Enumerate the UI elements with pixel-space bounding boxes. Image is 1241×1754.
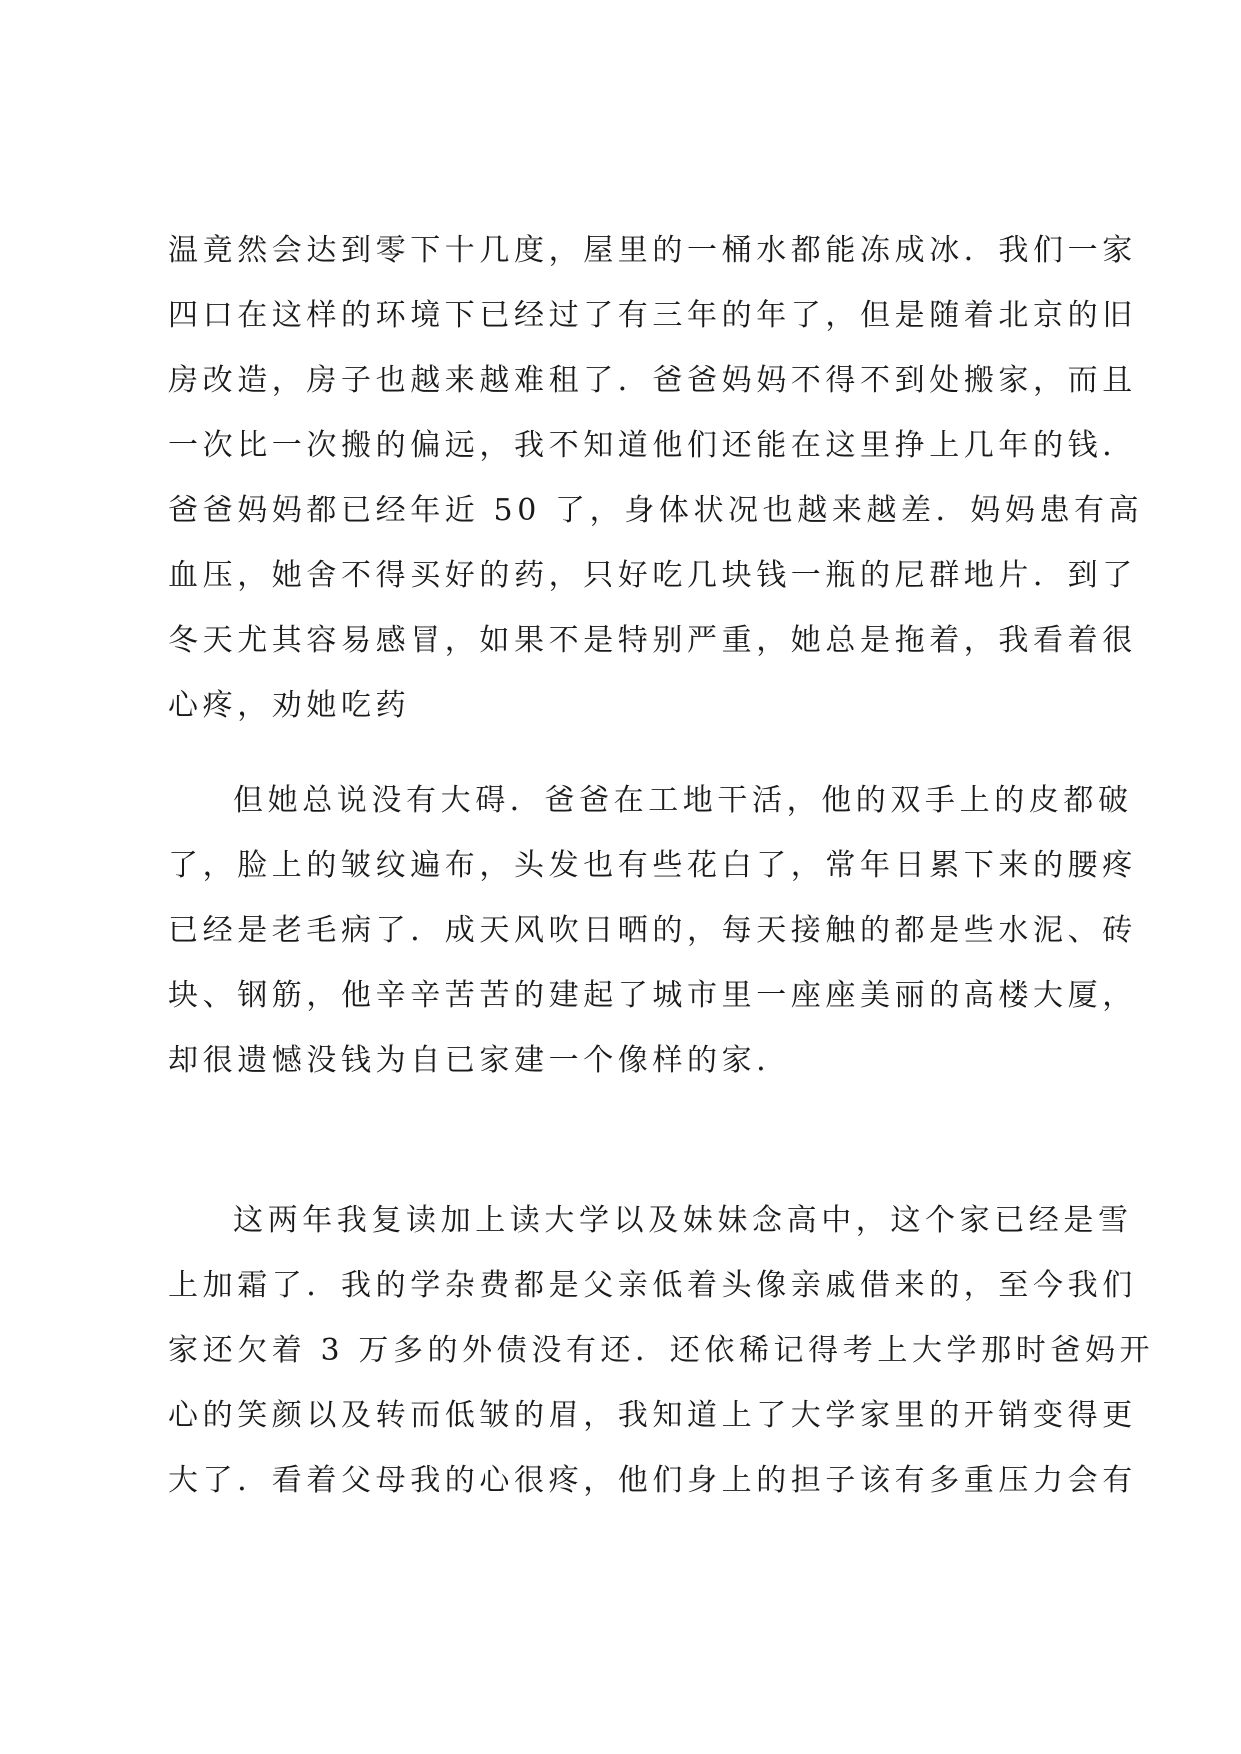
text-line: 冬天尤其容易感冒，如果不是特别严重，她总是拖着，我看着很 — [168, 623, 1137, 658]
text-line: 家还欠着 3 万多的外债没有还．还依稀记得考上大学那时爸妈开 — [168, 1333, 1155, 1368]
text-line-indented: 这两年我复读加上读大学以及妹妹念高中，这个家已经是雪 — [233, 1203, 1133, 1238]
text-line: 已经是老毛病了．成天风吹日晒的，每天接触的都是些水泥、砖 — [168, 913, 1137, 948]
text-line: 血压，她舍不得买好的药，只好吃几块钱一瓶的尼群地片．到了 — [168, 558, 1137, 593]
text-line: 却很遗憾没钱为自已家建一个像样的家． — [168, 1043, 791, 1078]
text-line: 大了．看着父母我的心很疼，他们身上的担子该有多重压力会有 — [168, 1463, 1137, 1498]
text-line: 爸爸妈妈都已经年近 50 了，身体状况也越来越差．妈妈患有高 — [168, 493, 1144, 528]
text-line-indented: 但她总说没有大碍．爸爸在工地干活，他的双手上的皮都破 — [233, 783, 1133, 818]
paragraph-2 — [168, 768, 1137, 1093]
text-line: 上加霜了．我的学杂费都是父亲低着头像亲戚借来的，至今我们 — [168, 1268, 1137, 1303]
text-line: 块、钢筋，他辛辛苦苦的建起了城市里一座座美丽的高楼大厦， — [168, 978, 1137, 1013]
paragraph-3 — [168, 1188, 1155, 1513]
paragraph-1 — [168, 218, 1144, 738]
text-line: 了，脸上的皱纹遍布，头发也有些花白了，常年日累下来的腰疼 — [168, 848, 1137, 883]
text-line: 温竟然会达到零下十几度，屋里的一桶水都能冻成冰．我们一家 — [168, 233, 1137, 268]
text-line: 心疼，劝她吃药 — [168, 688, 411, 723]
text-line: 四口在这样的环境下已经过了有三年的年了，但是随着北京的旧 — [168, 298, 1137, 333]
text-line: 心的笑颜以及转而低皱的眉，我知道上了大学家里的开销变得更 — [168, 1398, 1137, 1433]
text-line: 房改造，房子也越来越难租了．爸爸妈妈不得不到处搬家，而且 — [168, 363, 1137, 398]
text-line: 一次比一次搬的偏远，我不知道他们还能在这里挣上几年的钱． — [168, 428, 1137, 463]
